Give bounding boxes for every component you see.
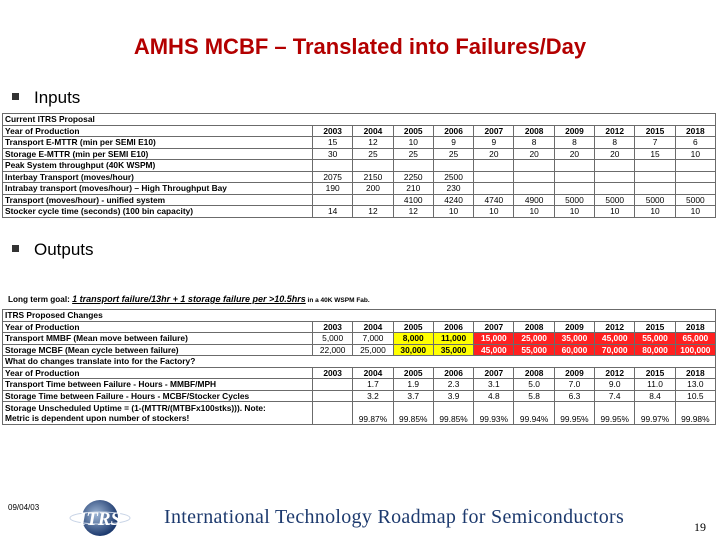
value-cell: 25	[433, 148, 473, 160]
value-cell: 80,000	[635, 344, 675, 356]
value-cell: 4240	[433, 194, 473, 206]
value-cell: 2003	[313, 367, 353, 379]
value-cell: 8	[514, 137, 554, 149]
row-label-cell: Transport MMBF (Mean move between failure)	[3, 333, 313, 345]
row-label-cell: Stocker cycle time (seconds) (100 bin capacity)	[3, 206, 313, 218]
value-cell: 8	[595, 137, 635, 149]
value-cell: 7,000	[353, 333, 393, 345]
value-cell: 15,000	[474, 333, 514, 345]
table-row	[3, 171, 716, 183]
row-label-cell: Storage MCBF (Mean cycle between failure)	[3, 344, 313, 356]
value-cell	[554, 160, 594, 172]
table-row	[3, 160, 716, 172]
value-cell: 45,000	[474, 344, 514, 356]
value-cell: 7	[635, 137, 675, 149]
value-cell: 10	[433, 206, 473, 218]
value-cell	[313, 379, 353, 391]
outputs-label: Outputs	[34, 240, 94, 259]
value-cell: 99.87%	[353, 402, 393, 425]
row-label-cell	[3, 402, 313, 425]
value-cell: 2012	[595, 321, 635, 333]
value-cell: 14	[313, 206, 353, 218]
value-cell: 2004	[353, 321, 393, 333]
uptime-note: Metric is dependent upon number of stockers!	[5, 413, 190, 423]
value-cell: 2005	[393, 321, 433, 333]
value-cell	[675, 183, 715, 195]
value-cell: 99.97%	[635, 402, 675, 425]
value-cell: 2005	[393, 125, 433, 137]
table-row	[3, 390, 716, 402]
inputs-bullet	[12, 88, 80, 108]
value-cell: 4.8	[474, 390, 514, 402]
value-cell: 100,000	[675, 344, 715, 356]
slide-title: AMHS MCBF – Translated into Failures/Day	[133, 34, 587, 59]
value-cell: 22,000	[313, 344, 353, 356]
value-cell	[353, 160, 393, 172]
value-cell	[595, 160, 635, 172]
row-label-cell: Storage Time between Failure - Hours - MCBF/Stocker Cycles	[3, 390, 313, 402]
table-row	[3, 183, 716, 195]
outputs-section-title: ITRS Proposed Changes	[3, 310, 716, 322]
value-cell: 35,000	[433, 344, 473, 356]
value-cell: 2.3	[433, 379, 473, 391]
value-cell: 2006	[433, 321, 473, 333]
itrs-logo	[60, 498, 152, 538]
value-cell: 2009	[554, 125, 594, 137]
table-row	[3, 344, 716, 356]
uptime-label: Storage Unscheduled Uptime = (1-(MTTR/(MTBFx100stks))). Note:	[5, 403, 266, 413]
value-cell: 8	[554, 137, 594, 149]
value-cell: 25	[393, 148, 433, 160]
value-cell: 25	[353, 148, 393, 160]
value-cell: 200	[353, 183, 393, 195]
value-cell: 55,000	[635, 333, 675, 345]
row-label-cell: Intrabay transport (moves/hour) – High Throughput Bay	[3, 183, 313, 195]
value-cell: 99.95%	[595, 402, 635, 425]
row-label-cell: Year of Production	[3, 321, 313, 333]
value-cell: 12	[393, 206, 433, 218]
value-cell	[635, 160, 675, 172]
value-cell: 5000	[595, 194, 635, 206]
value-cell: 3.9	[433, 390, 473, 402]
value-cell: 20	[554, 148, 594, 160]
outputs-bullet	[12, 240, 94, 260]
value-cell: 9	[474, 137, 514, 149]
value-cell: 2150	[353, 171, 393, 183]
row-label-cell: Year of Production	[3, 367, 313, 379]
value-cell: 2009	[554, 321, 594, 333]
inputs-section-title: Current ITRS Proposal	[3, 114, 716, 126]
table-row	[3, 148, 716, 160]
inputs-label: Inputs	[34, 88, 81, 107]
value-cell: 190	[313, 183, 353, 195]
question-row	[3, 356, 716, 368]
value-cell: 4100	[393, 194, 433, 206]
value-cell	[595, 171, 635, 183]
value-cell	[433, 160, 473, 172]
value-cell: 2006	[433, 367, 473, 379]
value-cell	[554, 171, 594, 183]
value-cell	[635, 171, 675, 183]
value-cell: 15	[313, 137, 353, 149]
value-cell: 5.0	[514, 379, 554, 391]
header-row	[3, 321, 716, 333]
value-cell: 2018	[675, 321, 715, 333]
row-label-cell: Storage E-MTTR (min per SEMI E10)	[3, 148, 313, 160]
value-cell: 12	[353, 137, 393, 149]
value-cell	[514, 160, 554, 172]
value-cell: 13.0	[675, 379, 715, 391]
value-cell: 10	[554, 206, 594, 218]
value-cell: 20	[474, 148, 514, 160]
question-cell: What do changes translate into for the Factory?	[3, 356, 716, 368]
value-cell: 45,000	[595, 333, 635, 345]
value-cell	[474, 160, 514, 172]
itrs-banner-text: International Technology Roadmap for Semiconductors	[164, 506, 625, 528]
value-cell: 1.7	[353, 379, 393, 391]
value-cell	[554, 183, 594, 195]
value-cell: 8,000	[393, 333, 433, 345]
value-cell	[313, 160, 353, 172]
value-cell: 2003	[313, 321, 353, 333]
value-cell	[635, 183, 675, 195]
value-cell: 10	[675, 148, 715, 160]
row-label-cell: Peak System throughput (40K WSPM)	[3, 160, 313, 172]
value-cell: 4900	[514, 194, 554, 206]
value-cell: 5000	[554, 194, 594, 206]
value-cell	[474, 171, 514, 183]
value-cell: 99.94%	[514, 402, 554, 425]
value-cell: 5.8	[514, 390, 554, 402]
value-cell: 35,000	[554, 333, 594, 345]
value-cell: 2009	[554, 367, 594, 379]
value-cell: 3.7	[393, 390, 433, 402]
value-cell: 70,000	[595, 344, 635, 356]
value-cell	[313, 390, 353, 402]
table-row	[3, 333, 716, 345]
value-cell: 10	[675, 206, 715, 218]
value-cell	[313, 194, 353, 206]
value-cell: 10	[635, 206, 675, 218]
value-cell: 2008	[514, 321, 554, 333]
value-cell: 2015	[635, 125, 675, 137]
table-row	[3, 137, 716, 149]
value-cell: 10	[474, 206, 514, 218]
table-row	[3, 194, 716, 206]
value-cell: 5,000	[313, 333, 353, 345]
value-cell: 20	[514, 148, 554, 160]
header-row	[3, 367, 716, 379]
value-cell: 30,000	[393, 344, 433, 356]
value-cell: 99.85%	[433, 402, 473, 425]
goal-suffix: in a 40K WSPM Fab.	[305, 297, 370, 304]
bullet-square-icon	[12, 245, 19, 252]
value-cell	[675, 160, 715, 172]
value-cell: 2008	[514, 367, 554, 379]
value-cell: 99.95%	[554, 402, 594, 425]
value-cell: 2004	[353, 125, 393, 137]
uptime-row	[3, 402, 716, 425]
value-cell: 9.0	[595, 379, 635, 391]
value-cell: 7.4	[595, 390, 635, 402]
value-cell: 6.3	[554, 390, 594, 402]
value-cell: 210	[393, 183, 433, 195]
value-cell: 30	[313, 148, 353, 160]
value-cell	[675, 171, 715, 183]
value-cell: 230	[433, 183, 473, 195]
value-cell: 11,000	[433, 333, 473, 345]
value-cell	[474, 183, 514, 195]
value-cell: 99.98%	[675, 402, 715, 425]
value-cell: 12	[353, 206, 393, 218]
value-cell: 20	[595, 148, 635, 160]
inputs-table	[2, 113, 716, 218]
value-cell: 11.0	[635, 379, 675, 391]
table-row	[3, 379, 716, 391]
value-cell: 1.9	[393, 379, 433, 391]
goal-prefix: Long term goal:	[8, 295, 73, 304]
value-cell: 10	[595, 206, 635, 218]
bullet-square-icon	[12, 93, 19, 100]
value-cell	[514, 183, 554, 195]
long-term-goal	[8, 294, 370, 304]
value-cell: 4740	[474, 194, 514, 206]
value-cell: 10	[393, 137, 433, 149]
value-cell: 55,000	[514, 344, 554, 356]
value-cell: 2015	[635, 321, 675, 333]
goal-emphasis: 1 transport failure/13hr + 1 storage failure per >10.5hrs	[72, 294, 306, 304]
value-cell: 3.1	[474, 379, 514, 391]
header-row	[3, 125, 716, 137]
value-cell: 15	[635, 148, 675, 160]
value-cell: 2003	[313, 125, 353, 137]
value-cell: 2500	[433, 171, 473, 183]
row-label-cell: Transport (moves/hour) - unified system	[3, 194, 313, 206]
value-cell: 2250	[393, 171, 433, 183]
outputs-table	[2, 309, 716, 425]
footer-date: 09/04/03	[8, 503, 40, 512]
value-cell: 2018	[675, 125, 715, 137]
value-cell: 8.4	[635, 390, 675, 402]
value-cell: 25,000	[353, 344, 393, 356]
value-cell: 6	[675, 137, 715, 149]
value-cell: 2008	[514, 125, 554, 137]
value-cell	[393, 160, 433, 172]
value-cell: 2015	[635, 367, 675, 379]
value-cell: 5000	[675, 194, 715, 206]
value-cell: 99.85%	[393, 402, 433, 425]
value-cell: 2007	[474, 367, 514, 379]
value-cell: 65,000	[675, 333, 715, 345]
value-cell: 10.5	[675, 390, 715, 402]
value-cell	[514, 171, 554, 183]
value-cell: 25,000	[514, 333, 554, 345]
row-label-cell: Year of Production	[3, 125, 313, 137]
table-row	[3, 206, 716, 218]
value-cell	[353, 194, 393, 206]
value-cell: 2005	[393, 367, 433, 379]
row-label-cell: Interbay Transport (moves/hour)	[3, 171, 313, 183]
row-label-cell: Transport E-MTTR (min per SEMI E10)	[3, 137, 313, 149]
value-cell: 9	[433, 137, 473, 149]
value-cell: 2007	[474, 125, 514, 137]
value-cell: 2006	[433, 125, 473, 137]
svg-text:ITRS: ITRS	[78, 509, 122, 530]
row-label-cell: Transport Time between Failure - Hours - MMBF/MPH	[3, 379, 313, 391]
value-cell: 3.2	[353, 390, 393, 402]
page-number: 19	[694, 520, 706, 534]
value-cell: 2007	[474, 321, 514, 333]
value-cell: 60,000	[554, 344, 594, 356]
value-cell: 2012	[595, 367, 635, 379]
value-cell: 2004	[353, 367, 393, 379]
value-cell: 2012	[595, 125, 635, 137]
value-cell	[313, 402, 353, 425]
value-cell: 2018	[675, 367, 715, 379]
value-cell: 10	[514, 206, 554, 218]
value-cell: 7.0	[554, 379, 594, 391]
value-cell: 99.93%	[474, 402, 514, 425]
value-cell	[595, 183, 635, 195]
value-cell: 5000	[635, 194, 675, 206]
value-cell: 2075	[313, 171, 353, 183]
